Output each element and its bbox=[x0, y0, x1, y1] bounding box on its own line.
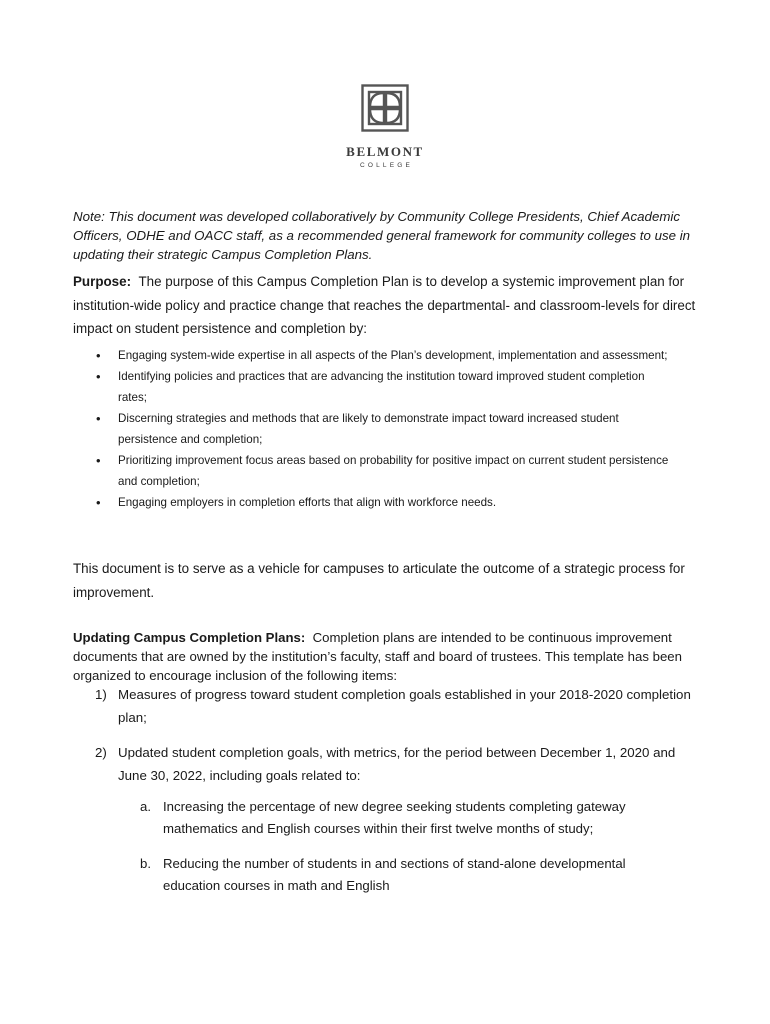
logo-subtitle: COLLEGE bbox=[359, 162, 414, 169]
list-number: 2) bbox=[95, 745, 107, 760]
list-item-text: Measures of progress toward student completion goals established in your 2018-2020 completion plan; bbox=[118, 687, 691, 725]
updating-paragraph bbox=[73, 628, 703, 685]
list-item: • Engaging employers in completion efforts that align with workforce needs. bbox=[96, 492, 676, 513]
list-item bbox=[140, 796, 680, 840]
list-item-text: Increasing the percentage of new degree seeking students completing gateway mathematics and English courses within their first twelve months of study; bbox=[163, 799, 626, 836]
list-item-text: Updated student completion goals, with metrics, for the period between December 1, 2020 and June 30, 2022, including goals related to: bbox=[118, 745, 676, 783]
list-letter: a. bbox=[140, 799, 151, 814]
list-item bbox=[73, 741, 703, 787]
document-note: Note: This document was developed collaboratively by Community College Presidents, Chief Academic Officers, ODHE and OACC staff, as a recommended general framework for community colleges to use in updating their strategic Campus Completion Plans. bbox=[73, 209, 691, 262]
list-item: • Prioritizing improvement focus areas based on probability for positive impact on current student persistence and completion; bbox=[96, 450, 676, 492]
list-item-text: Reducing the number of students in and sections of stand-alone developmental education courses in math and English bbox=[163, 856, 626, 893]
list-letter: b. bbox=[140, 856, 151, 871]
list-number: 1) bbox=[95, 687, 107, 702]
purpose-text: The purpose of this Campus Completion Plan is to develop a systemic improvement plan for institution-wide policy and practice change that reaches the departmental- and classroom-levels for direct impact on student persistence and completion by: bbox=[73, 274, 696, 336]
list-item: • Discerning strategies and methods that are likely to demonstrate impact toward increased student persistence and completion; bbox=[96, 408, 676, 450]
list-item bbox=[140, 853, 680, 897]
purpose-paragraph bbox=[73, 270, 703, 341]
updating-text: Completion plans are intended to be continuous improvement documents that are owned by the institution’s faculty, staff and board of trustees. This template has been organized to encourage inclusion of the following items: bbox=[73, 630, 682, 683]
vehicle-paragraph: This document is to serve as a vehicle for campuses to articulate the outcome of a strategic process for improvement. bbox=[73, 561, 685, 600]
lettered-sublist bbox=[140, 796, 680, 910]
logo-wordmark: BELMONT bbox=[346, 144, 424, 159]
numbered-list bbox=[73, 683, 703, 799]
list-item: • Identifying policies and practices that are advancing the institution toward improved student completion rates; bbox=[96, 366, 676, 408]
purpose-label: Purpose: bbox=[73, 274, 132, 289]
purpose-bullet-list bbox=[96, 345, 676, 513]
list-item: • Engaging system-wide expertise in all aspects of the Plan’s development, implementation and assessment; bbox=[96, 345, 676, 366]
updating-label: Updating Campus Completion Plans: bbox=[73, 630, 306, 645]
college-logo bbox=[340, 84, 430, 169]
belmont-quatrefoil-logo-icon bbox=[361, 84, 409, 132]
list-item bbox=[73, 683, 703, 729]
